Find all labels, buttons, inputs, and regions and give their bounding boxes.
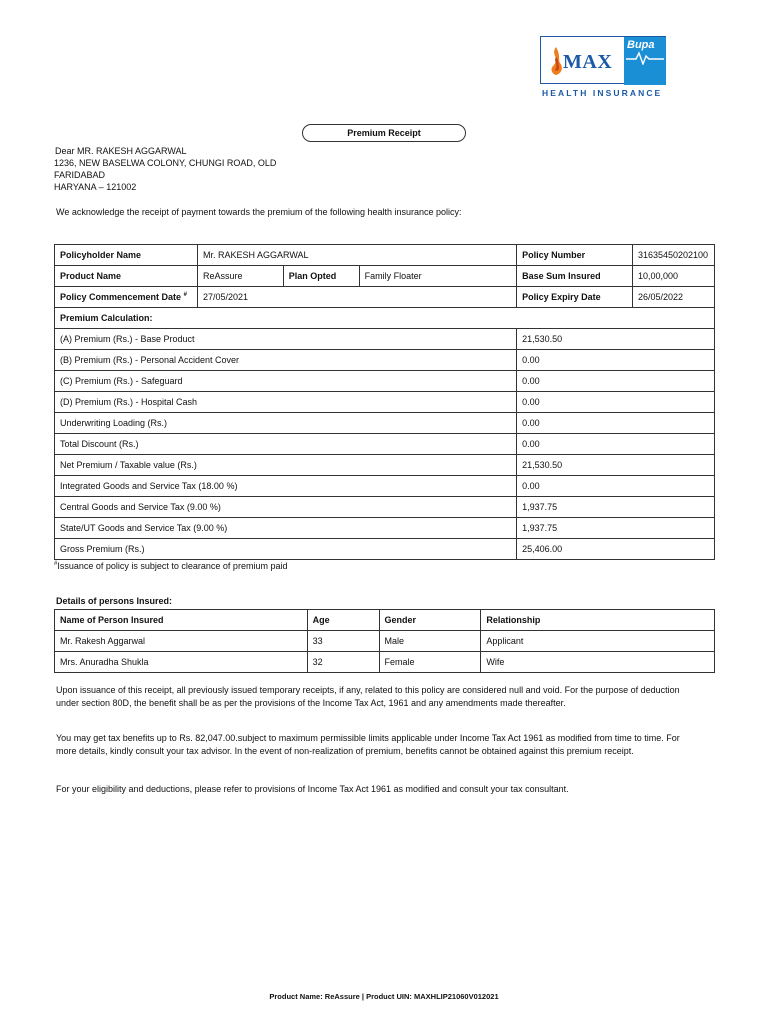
policy-number-value: 31635450202100 (632, 245, 714, 266)
logo-tagline: HEALTH INSURANCE (542, 88, 663, 98)
table-row (55, 287, 715, 308)
person-relationship: Applicant (481, 631, 715, 652)
address-line-1: 1236, NEW BASELWA COLONY, CHUNGI ROAD, OLD (54, 158, 277, 168)
policyholder-value: Mr. RAKESH AGGARWAL (197, 245, 516, 266)
receipt-validity-paragraph: Upon issuance of this receipt, all previously issued temporary receipts, if any, related to this policy are considered null and void. For the purpose of deduction under section 80D, the benefit shall be as per the provisions of the Income Tax Act, 1961 and any amendments made thereafter. (56, 685, 680, 708)
commencement-mark: # (183, 292, 187, 298)
premium-label: (A) Premium (Rs.) - Base Product (55, 329, 517, 350)
premium-value: 0.00 (517, 476, 715, 497)
company-logo (540, 36, 668, 100)
column-header: Relationship (481, 610, 715, 631)
acknowledgement-text: We acknowledge the receipt of payment towards the premium of the following health insurance policy: (56, 207, 462, 217)
premium-row (55, 455, 715, 476)
policy-table (54, 244, 715, 560)
commencement-label (55, 287, 198, 308)
premium-label: Gross Premium (Rs.) (55, 539, 517, 560)
logo-partner: Bupa (627, 39, 655, 51)
table-header-row (55, 610, 715, 631)
premium-row (55, 497, 715, 518)
logo-frame (540, 36, 666, 84)
premium-row (55, 350, 715, 371)
premium-value: 1,937.75 (517, 497, 715, 518)
table-row (55, 652, 715, 673)
premium-label: Central Goods and Service Tax (9.00 %) (55, 497, 517, 518)
plan-value: Family Floater (359, 266, 516, 287)
premium-label: (C) Premium (Rs.) - Safeguard (55, 371, 517, 392)
issuance-note (54, 561, 287, 571)
plan-label: Plan Opted (283, 266, 359, 287)
person-gender: Female (379, 652, 481, 673)
premium-row (55, 371, 715, 392)
heartbeat-icon (626, 51, 664, 65)
commencement-label-text: Policy Commencement Date (60, 292, 182, 302)
sum-insured-label: Base Sum Insured (517, 266, 633, 287)
expiry-label: Policy Expiry Date (517, 287, 633, 308)
premium-row (55, 476, 715, 497)
persons-table (54, 609, 715, 673)
premium-row (55, 518, 715, 539)
note-mark: # (54, 561, 58, 567)
column-header: Age (307, 610, 379, 631)
logo-brand: MAX (563, 51, 613, 73)
product-value: ReAssure (197, 266, 283, 287)
premium-value: 21,530.50 (517, 329, 715, 350)
premium-row (55, 329, 715, 350)
table-row (55, 631, 715, 652)
premium-label: State/UT Goods and Service Tax (9.00 %) (55, 518, 517, 539)
eligibility-paragraph: For your eligibility and deductions, please refer to provisions of Income Tax Act 1961 as modified and consult your tax consultant. (56, 784, 569, 794)
premium-value: 0.00 (517, 371, 715, 392)
commencement-value: 27/05/2021 (197, 287, 516, 308)
person-name: Mr. Rakesh Aggarwal (55, 631, 308, 652)
premium-value: 25,406.00 (517, 539, 715, 560)
column-header: Name of Person Insured (55, 610, 308, 631)
premium-value: 0.00 (517, 413, 715, 434)
premium-row (55, 413, 715, 434)
document-title: Premium Receipt (302, 124, 466, 142)
tax-benefit-paragraph: You may get tax benefits up to Rs. 82,047.00.subject to maximum permissible limits applicable under Income Tax Act 1961 as modified from time to time. For more details, kindly consult your tax advisor. In the event of non-realization of premium, benefits cannot be obtained against this premium receipt. (56, 733, 680, 756)
column-header: Gender (379, 610, 481, 631)
product-label: Product Name (55, 266, 198, 287)
premium-row (55, 392, 715, 413)
address-line-3: HARYANA – 121002 (54, 182, 137, 192)
persons-heading: Details of persons Insured: (56, 596, 173, 606)
logo-partner-box (624, 37, 666, 85)
recipient-address (54, 145, 276, 193)
person-age: 32 (307, 652, 379, 673)
premium-label: (D) Premium (Rs.) - Hospital Cash (55, 392, 517, 413)
policy-number-label: Policy Number (517, 245, 633, 266)
person-age: 33 (307, 631, 379, 652)
policyholder-label: Policyholder Name (55, 245, 198, 266)
table-row (55, 266, 715, 287)
premium-value: 0.00 (517, 434, 715, 455)
salutation: Dear MR. RAKESH AGGARWAL (55, 146, 187, 156)
premium-row (55, 434, 715, 455)
premium-value: 1,937.75 (517, 518, 715, 539)
premium-label: Underwriting Loading (Rs.) (55, 413, 517, 434)
premium-label: Net Premium / Taxable value (Rs.) (55, 455, 517, 476)
expiry-value: 26/05/2022 (632, 287, 714, 308)
premium-label: Total Discount (Rs.) (55, 434, 517, 455)
page-footer: Product Name: ReAssure | Product UIN: MAXHLIP21060V012021 (269, 992, 499, 1001)
premium-label: (B) Premium (Rs.) - Personal Accident Cover (55, 350, 517, 371)
premium-value: 0.00 (517, 350, 715, 371)
table-row (55, 245, 715, 266)
person-gender: Male (379, 631, 481, 652)
premium-label: Integrated Goods and Service Tax (18.00 %) (55, 476, 517, 497)
premium-heading: Premium Calculation: (55, 308, 715, 329)
address-line-2: FARIDABAD (54, 170, 106, 180)
note-text: Issuance of policy is subject to clearance of premium paid (57, 561, 288, 571)
sum-insured-value: 10,00,000 (632, 266, 714, 287)
table-row (55, 308, 715, 329)
premium-value: 0.00 (517, 392, 715, 413)
premium-row (55, 539, 715, 560)
person-relationship: Wife (481, 652, 715, 673)
person-name: Mrs. Anuradha Shukla (55, 652, 308, 673)
premium-value: 21,530.50 (517, 455, 715, 476)
